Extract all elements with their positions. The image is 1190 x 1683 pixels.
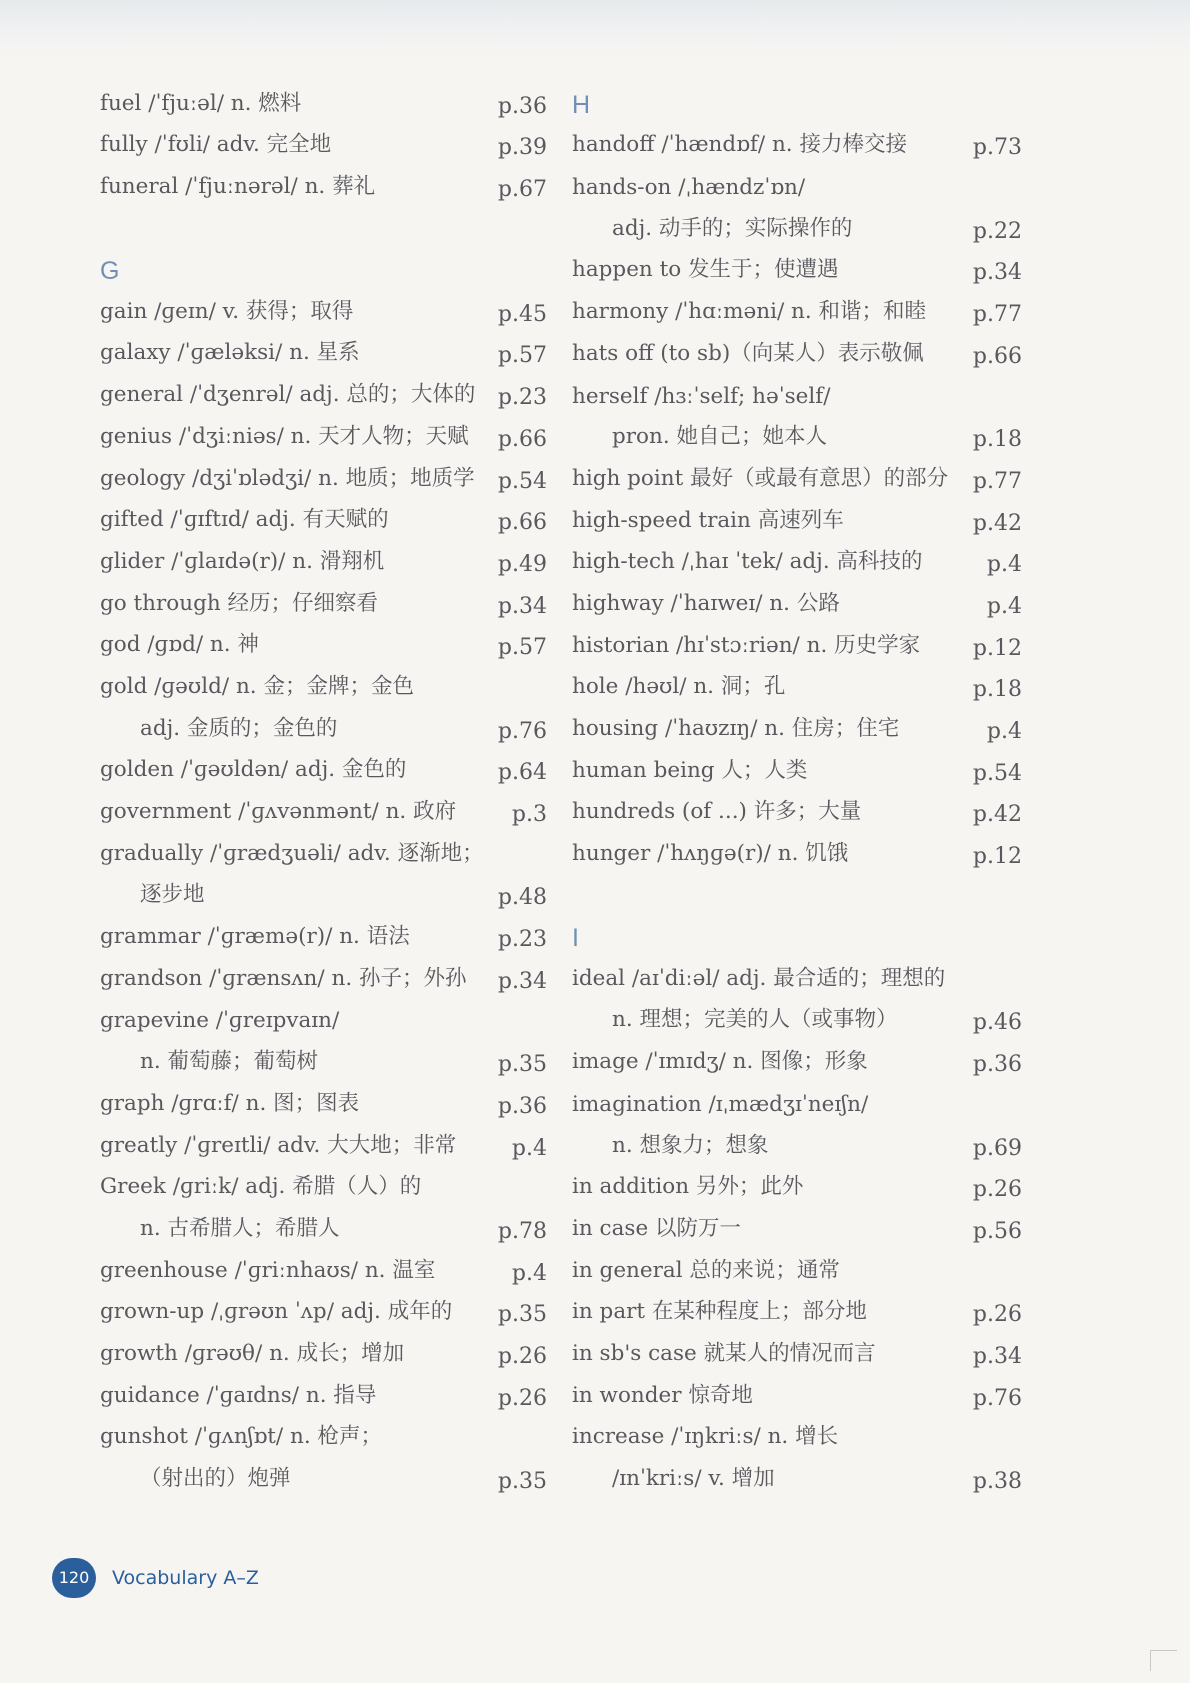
entry-text: fully /ˈfʊli/ adv. 完全地 <box>100 132 332 158</box>
entry-row <box>100 497 545 539</box>
entry-text: /ɪnˈkriːs/ v. 增加 <box>612 1466 775 1491</box>
entry-text: housing /ˈhaʊzɪŋ/ n. 住房；住宅 <box>572 716 900 741</box>
entry-page: p.4 <box>986 552 1022 578</box>
entry-row <box>100 1164 545 1206</box>
entry-row <box>100 747 545 789</box>
entry-row <box>572 1289 1022 1331</box>
entry-row <box>572 622 1022 664</box>
entry-text: in sb's case 就某人的情况而言 <box>572 1340 876 1366</box>
entry-row <box>572 1205 1022 1247</box>
entry-page: p.73 <box>972 135 1022 161</box>
entry-page: p.18 <box>972 427 1022 453</box>
entry-page: p.76 <box>497 718 547 744</box>
entry-text: gradually /ˈɡrædʒuəli/ adv. 逐渐地； <box>100 840 484 866</box>
entry-row <box>572 705 1022 747</box>
entry-text: in part 在某种程度上；部分地 <box>572 1299 867 1325</box>
footer-title: Vocabulary A–Z <box>112 1567 259 1589</box>
entry-continuation-row <box>572 414 1022 456</box>
entry-page: p.4 <box>986 719 1022 744</box>
entry-row <box>100 1247 545 1289</box>
entry-page: p.12 <box>972 635 1022 661</box>
entry-row <box>100 1122 545 1164</box>
entry-text: n. 古希腊人；希腊人 <box>140 1215 340 1241</box>
entry-text: government /ˈɡʌvənmənt/ n. 政府 <box>100 799 457 824</box>
entry-page: p.69 <box>972 1135 1022 1161</box>
entry-text: funeral /ˈfjuːnərəl/ n. 葬礼 <box>100 174 376 200</box>
section-letter-row <box>100 205 545 288</box>
entry-page: p.23 <box>497 927 547 953</box>
entry-text: increase /ˈɪŋkriːs/ n. 增长 <box>572 1424 839 1450</box>
entry-page: p.42 <box>972 510 1022 536</box>
entry-page: p.77 <box>972 468 1022 494</box>
entry-page: p.38 <box>972 1469 1022 1494</box>
entry-text: ideal /aɪˈdiːəl/ adj. 最合适的；理想的 <box>572 965 946 991</box>
entry-row <box>100 1414 545 1456</box>
entry-page: p.66 <box>972 343 1022 369</box>
entry-row <box>572 1038 1022 1080</box>
entry-page: p.4 <box>511 1135 547 1161</box>
entry-continuation-row <box>572 205 1022 247</box>
entry-text: adj. 金质的；金色的 <box>140 715 338 741</box>
entry-row <box>572 830 1022 872</box>
entry-row <box>572 163 1022 205</box>
section-letter-i: I <box>572 924 579 953</box>
entry-page: p.12 <box>972 844 1022 870</box>
entry-text: n. 想象力；想象 <box>612 1132 769 1158</box>
entry-continuation-row <box>100 1455 545 1497</box>
entry-text: in case 以防万一 <box>572 1215 742 1241</box>
section-letter-row <box>572 872 1022 955</box>
entry-row <box>100 163 545 205</box>
entry-row <box>100 371 545 413</box>
entry-text: growth /ɡrəʊθ/ n. 成长；增加 <box>100 1340 405 1366</box>
entry-page: p.26 <box>972 1302 1022 1328</box>
entry-row <box>100 455 545 497</box>
right-column <box>572 80 1022 1497</box>
entry-page: p.66 <box>497 426 547 452</box>
entry-text: greatly /ˈɡreɪtli/ adv. 大大地；非常 <box>100 1132 457 1158</box>
entry-text: hats off (to sb)（向某人）表示敬佩 <box>572 340 924 366</box>
entry-row <box>572 122 1022 164</box>
entry-text: handoff /ˈhændɒf/ n. 接力棒交接 <box>572 132 907 158</box>
entry-row <box>572 1080 1022 1122</box>
entry-text: fuel /ˈfjuːəl/ n. 燃料 <box>100 90 302 116</box>
crop-mark <box>1150 1650 1177 1671</box>
entry-row <box>572 1330 1022 1372</box>
entry-page: p.36 <box>497 93 547 119</box>
entry-page: p.34 <box>972 1343 1022 1369</box>
entry-text: gold /ɡəʊld/ n. 金；金牌；金色 <box>100 673 414 699</box>
entry-row <box>572 747 1022 789</box>
entry-page: p.34 <box>972 260 1022 286</box>
entry-continuation-row <box>100 872 545 914</box>
entry-text: imagination /ɪˌmædʒɪˈneɪʃn/ <box>572 1091 869 1117</box>
entry-continuation-row <box>100 1205 545 1247</box>
entry-row <box>100 1080 545 1122</box>
entry-continuation-row <box>572 1122 1022 1164</box>
entry-row <box>100 538 545 580</box>
entry-text: human being 人；人类 <box>572 757 808 783</box>
entry-row <box>100 580 545 622</box>
entry-row <box>572 580 1022 622</box>
entry-row <box>100 1372 545 1414</box>
entry-row <box>100 288 545 330</box>
entry-page: p.36 <box>972 1052 1022 1078</box>
entry-row <box>100 1289 545 1331</box>
entry-continuation-row <box>100 1038 545 1080</box>
entry-page: p.46 <box>972 1010 1022 1036</box>
entry-text: gifted /ˈɡɪftɪd/ adj. 有天赋的 <box>100 507 389 533</box>
section-letter-row <box>572 80 1022 122</box>
entry-page: p.76 <box>972 1385 1022 1411</box>
entry-text: n. 理想；完美的人（或事物） <box>612 1007 898 1033</box>
entry-row <box>572 247 1022 289</box>
entry-text: herself /hɜːˈself; həˈself/ <box>572 383 831 409</box>
entry-row <box>572 1164 1022 1206</box>
entry-page: p.34 <box>497 593 547 619</box>
entry-text: geology /dʒiˈɒlədʒi/ n. 地质；地质学 <box>100 465 475 491</box>
entry-page: p.18 <box>972 677 1022 703</box>
entry-text: high-tech /ˌhaɪ ˈtek/ adj. 高科技的 <box>572 549 923 575</box>
entry-text: in wonder 惊奇地 <box>572 1382 753 1408</box>
entry-row <box>100 413 545 455</box>
entry-text: happen to 发生于；使遭遇 <box>572 257 839 283</box>
entry-page: p.22 <box>972 218 1022 244</box>
entry-page: p.57 <box>497 343 547 369</box>
entry-row <box>100 122 545 164</box>
entry-page: p.49 <box>497 551 547 577</box>
entry-page: p.35 <box>497 1302 547 1328</box>
entry-row <box>100 788 545 830</box>
entry-row <box>572 372 1022 414</box>
entry-row <box>100 663 545 705</box>
entry-text: galaxy /ˈɡæləksi/ n. 星系 <box>100 340 360 366</box>
entry-text: guidance /ˈɡaɪdns/ n. 指导 <box>100 1382 377 1408</box>
entry-row <box>100 830 545 872</box>
entry-continuation-row <box>572 1455 1022 1497</box>
entry-text: grapevine /ˈɡreɪpvaɪn/ <box>100 1008 340 1034</box>
entry-page: p.54 <box>972 760 1022 786</box>
section-letter-g: G <box>100 257 120 286</box>
entry-page: p.67 <box>497 177 547 203</box>
entry-text: grammar /ˈɡræmə(r)/ n. 语法 <box>100 924 410 950</box>
entry-row <box>572 1247 1022 1289</box>
entry-text: gunshot /ˈɡʌnʃɒt/ n. 枪声； <box>100 1424 382 1450</box>
entry-text: high point 最好（或最有意思）的部分 <box>572 465 949 491</box>
entry-text: hunger /ˈhʌŋɡə(r)/ n. 饥饿 <box>572 841 849 867</box>
entry-row <box>572 1372 1022 1414</box>
entry-row <box>100 997 545 1039</box>
page-number-badge <box>52 1558 96 1598</box>
entry-text: high-speed train 高速列车 <box>572 507 844 533</box>
top-band <box>0 0 1190 52</box>
entry-page: p.4 <box>511 1260 547 1286</box>
entry-page: p.77 <box>972 302 1022 328</box>
entry-text: go through 经历；仔细察看 <box>100 590 379 616</box>
section-letter-h: H <box>572 90 591 119</box>
entry-text: general /ˈdʒenrəl/ adj. 总的；大体的 <box>100 382 476 408</box>
entry-page: p.54 <box>497 468 547 494</box>
entry-page: p.57 <box>497 635 547 661</box>
entry-row <box>100 80 545 122</box>
entry-continuation-row <box>100 705 545 747</box>
entry-row <box>572 539 1022 581</box>
entry-text: grandson /ˈɡrænsʌn/ n. 孙子；外孙 <box>100 965 467 991</box>
entry-page: p.42 <box>972 802 1022 828</box>
entry-text: 逐步地 <box>140 882 205 908</box>
entry-text: historian /hɪˈstɔːriən/ n. 历史学家 <box>572 632 921 658</box>
entry-page: p.56 <box>972 1218 1022 1244</box>
entry-row <box>572 497 1022 539</box>
entry-page: p.34 <box>497 968 547 994</box>
entry-text: harmony /ˈhɑːməni/ n. 和谐；和睦 <box>572 299 927 325</box>
entry-page: p.23 <box>497 385 547 411</box>
entry-page: p.35 <box>497 1052 547 1078</box>
entry-row <box>100 1330 545 1372</box>
entry-row <box>572 330 1022 372</box>
entry-text: god /ɡɒd/ n. 神 <box>100 632 259 658</box>
entry-page: p.64 <box>497 760 547 786</box>
entry-page: p.39 <box>497 135 547 161</box>
entry-text: hole /həʊl/ n. 洞；孔 <box>572 674 786 700</box>
entry-row <box>572 955 1022 997</box>
entry-text: glider /ˈɡlaɪdə(r)/ n. 滑翔机 <box>100 548 385 574</box>
entry-row <box>572 1414 1022 1456</box>
entry-page: p.66 <box>497 510 547 536</box>
entry-text: n. 葡萄藤；葡萄树 <box>140 1049 319 1075</box>
entry-text: pron. 她自己；她本人 <box>612 424 828 450</box>
entry-text: hundreds (of ...) 许多；大量 <box>572 799 862 825</box>
entry-continuation-row <box>572 997 1022 1039</box>
entry-row <box>572 288 1022 330</box>
entry-text: golden /ˈɡəʊldən/ adj. 金色的 <box>100 757 407 783</box>
entry-page: p.48 <box>497 885 547 911</box>
entry-page: p.36 <box>497 1093 547 1119</box>
entry-text: （射出的）炮弹 <box>140 1466 291 1491</box>
entry-row <box>100 330 545 372</box>
entry-text: hands-on /ˌhændzˈɒn/ <box>572 175 806 201</box>
entry-page: p.4 <box>986 593 1022 619</box>
entry-text: image /ˈɪmɪdʒ/ n. 图像；形象 <box>572 1049 868 1075</box>
entry-text: Greek /ɡriːk/ adj. 希腊（人）的 <box>100 1174 422 1200</box>
entry-text: greenhouse /ˈɡriːnhaʊs/ n. 温室 <box>100 1257 436 1283</box>
entry-text: graph /ɡrɑːf/ n. 图；图表 <box>100 1090 360 1116</box>
entry-page: p.26 <box>972 1177 1022 1203</box>
entry-page: p.26 <box>497 1343 547 1369</box>
entry-row <box>100 622 545 664</box>
page-number: 120 <box>58 1568 90 1587</box>
entry-text: gain /ɡeɪn/ v. 获得；取得 <box>100 298 354 324</box>
entry-text: adj. 动手的；实际操作的 <box>612 215 853 241</box>
entry-page: p.35 <box>497 1469 547 1494</box>
entry-page: p.45 <box>497 301 547 327</box>
entry-row <box>572 455 1022 497</box>
left-column <box>100 80 545 1497</box>
entry-row <box>100 913 545 955</box>
entry-text: highway /ˈhaɪweɪ/ n. 公路 <box>572 590 840 616</box>
entry-text: genius /ˈdʒiːniəs/ n. 天才人物；天赋 <box>100 423 469 449</box>
entry-row <box>572 789 1022 831</box>
entry-text: in addition 另外；此外 <box>572 1174 804 1200</box>
entry-text: in general 总的来说；通常 <box>572 1257 840 1283</box>
entry-row <box>572 664 1022 706</box>
entry-page: p.78 <box>497 1218 547 1244</box>
entry-text: grown-up /ˌɡrəʊn ˈʌp/ adj. 成年的 <box>100 1299 453 1325</box>
entry-page: p.3 <box>511 802 547 827</box>
entry-row <box>100 955 545 997</box>
entry-page: p.26 <box>497 1385 547 1411</box>
